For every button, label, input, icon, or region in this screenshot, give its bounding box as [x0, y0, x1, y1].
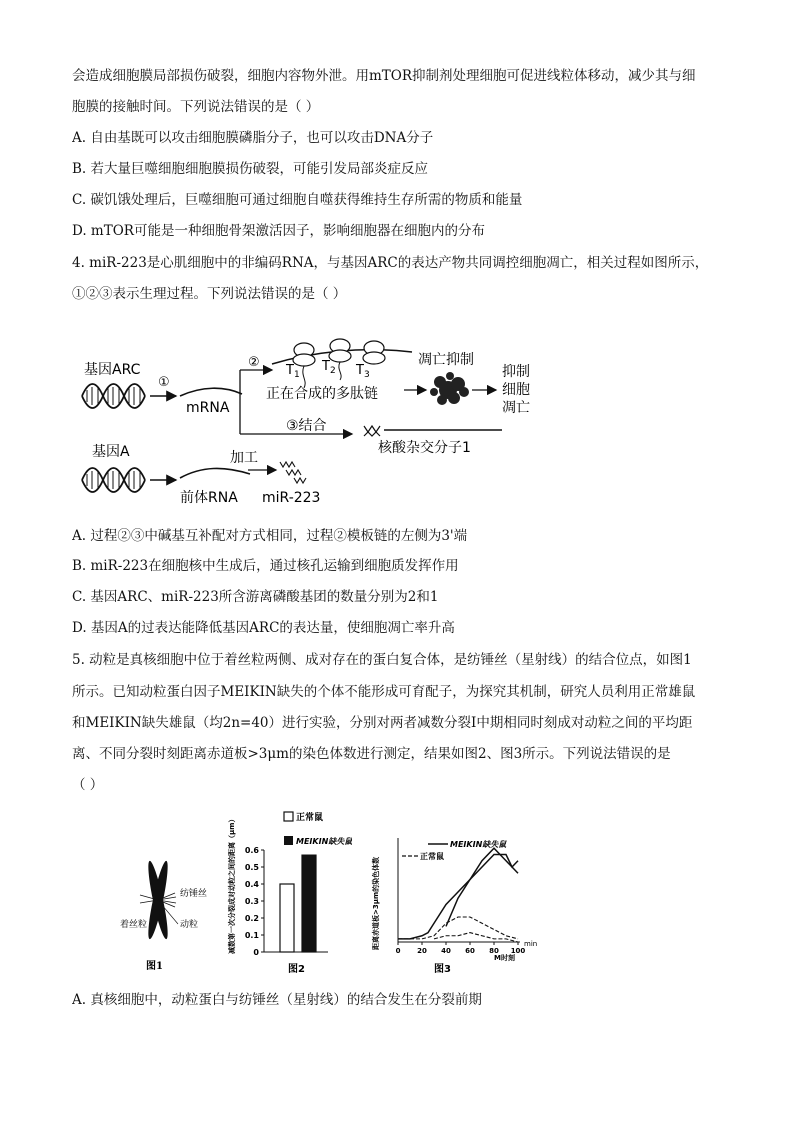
gene-arc-label: 基因ARC — [84, 362, 141, 378]
label-spindle-fiber: 纺锤丝 — [180, 889, 208, 899]
legend-mutant-swatch — [284, 836, 293, 845]
figure-1-caption: 图1 — [146, 961, 163, 972]
y-tick-label: 0.3 — [244, 897, 259, 906]
q5-stem-line-2: 所示。已知动粒蛋白因子MEIKIN缺失的个体不能形成可育配子，为探究其机制，研究人员利用正常雄鼠 — [72, 684, 696, 700]
x-tick-label: 100 — [510, 947, 526, 955]
normal-series-line-3 — [434, 933, 518, 942]
y-tick-label: 0.5 — [244, 863, 259, 872]
q5-stem-line-5: （ ） — [72, 777, 104, 793]
q4-stem-line-1: 4. miR-223是心肌细胞中的非编码RNA，与基因ARC的表达产物共同调控细胞凋亡，相关过程如图所示， — [72, 255, 709, 271]
x-tick-label: 20 — [417, 947, 427, 955]
mutant-series-line-1 — [446, 848, 518, 926]
y-tick-label: 0.1 — [244, 931, 259, 940]
hybrid-label: 核酸杂交分子1 — [378, 440, 471, 456]
q4-option-d: D. 基因A的过表达能降低基因ARC的表达量，使细胞凋亡率升高 — [72, 620, 455, 636]
gene-a-label: 基因A — [92, 444, 130, 460]
mir-223-label: miR-223 — [262, 490, 321, 506]
q3-option-b: B. 若大量巨噬细胞细胞膜损伤破裂，可能引发局部炎症反应 — [72, 161, 429, 177]
ribosome-t3-label: $T_3$ — [356, 363, 370, 380]
q3-option-a: A. 自由基既可以攻击细胞膜磷脂分子，也可以攻击DNA分子 — [72, 130, 434, 146]
x-tick-label: 80 — [489, 947, 499, 955]
legend-normal-label: 正常鼠 — [420, 852, 444, 861]
x-tick-label: 0 — [395, 947, 401, 955]
legend-normal-swatch — [284, 812, 293, 821]
x-tick-label: 40 — [441, 947, 451, 955]
q3-stem-line-1: 会造成细胞膜局部损伤破裂，细胞内容物外泄。用mTOR抑制剂处理细胞可促进线粒体移动，减少其与细 — [72, 68, 696, 84]
ribosome-t2-label: $T_2$ — [322, 359, 336, 376]
legend-normal-label: 正常鼠 — [296, 813, 324, 823]
figure-2-bar-chart — [222, 808, 352, 978]
result-apoptosis: 凋亡 — [502, 400, 530, 416]
figure-1-chromosome — [120, 845, 230, 975]
q5-stem-line-3: 和MEIKIN缺失雄鼠（均2n=40）进行实验，分别对两者减数分裂Ⅰ中期相同时刻成对动粒之间的平均距 — [72, 715, 693, 731]
q4-option-a: A. 过程②③中碱基互补配对方式相同，过程②模板链的左侧为3'端 — [72, 528, 468, 544]
bar-normal — [280, 884, 294, 952]
figure-2-caption: 图2 — [288, 964, 305, 975]
q3-option-d: D. mTOR可能是一种细胞骨架激活因子，影响细胞器在细胞内的分布 — [72, 223, 485, 239]
q5-stem-line-4: 离、不同分裂时刻距离赤道板>3μm的染色体数进行测定，结果如图2、图3所示。下列说法错误的是 — [72, 746, 671, 762]
step-3-label: ③结合 — [286, 418, 327, 434]
legend-mutant-label: MEIKIN缺失鼠 — [450, 840, 507, 849]
label-centromere: 着丝粒 — [120, 920, 148, 930]
polypeptide-label: 正在合成的多肽链 — [266, 386, 378, 402]
q5-stem-line-1: 5. 动粒是真核细胞中位于着丝粒两侧、成对存在的蛋白复合体，是纺锤丝（星射线）的结合位点，如图1 — [72, 652, 692, 668]
y-tick-label: 0.6 — [244, 846, 259, 855]
processing-label: 加工 — [230, 450, 258, 466]
x-tick-label: 60 — [465, 947, 475, 955]
precursor-rna-curve — [180, 468, 250, 478]
figure-3-ylabel: 距离赤道板>3μm的染色体数 — [372, 856, 380, 950]
figure-2-ylabel: 减数第一次分裂成对动粒之间的距离（μm） — [228, 815, 236, 954]
step-2-label: ② — [248, 355, 260, 370]
mir-223-molecule-icon — [280, 462, 306, 483]
legend-mutant-label: MEIKIN缺失鼠 — [296, 837, 352, 846]
gene-a-dna-helix-icon — [82, 468, 145, 492]
precursor-rna-label: 前体RNA — [180, 490, 238, 506]
label-kinetochore: 动粒 — [180, 920, 199, 930]
result-cell: 细胞 — [502, 382, 530, 398]
mrna-curve — [180, 388, 242, 396]
ribosome-t1-label: $T_1$ — [286, 363, 300, 380]
result-inhibit: 抑制 — [502, 364, 530, 380]
q3-option-c: C. 碳饥饿处理后，巨噬细胞可通过细胞自噬获得维持生存所需的物质和能量 — [72, 192, 523, 208]
protein-complex-icon — [430, 372, 469, 405]
mrna-label: mRNA — [186, 400, 230, 416]
gene-arc-dna-helix-icon — [82, 384, 145, 408]
q4-option-c: C. 基因ARC、miR-223所含游离磷酸基团的数量分别为2和1 — [72, 589, 439, 605]
figure-3-caption: 图3 — [434, 964, 451, 975]
y-tick-label: 0 — [253, 948, 259, 957]
hybrid-molecule-icon — [364, 426, 380, 436]
q4-stem-line-2: ①②③表示生理过程。下列说法错误的是（ ） — [72, 286, 347, 302]
q4-gene-expression-diagram — [72, 330, 532, 510]
step-1-label: ① — [158, 375, 170, 390]
q3-stem-line-2: 胞膜的接触时间。下列说法错误的是（ ） — [72, 99, 320, 115]
y-tick-label: 0.2 — [244, 914, 259, 923]
figure-3-x-unit: min — [524, 940, 538, 948]
y-tick-label: 0.4 — [244, 880, 259, 889]
apoptosis-inhibit-label: 凋亡抑制 — [418, 352, 474, 368]
q4-option-b: B. miR-223在细胞核中生成后，通过核孔运输到细胞质发挥作用 — [72, 558, 459, 574]
ribosome-icon — [293, 339, 385, 366]
figure-3-line-chart — [368, 830, 548, 978]
bar-mutant — [302, 855, 316, 952]
mutant-series-line-0 — [398, 855, 518, 939]
figure-3-xlabel: M时刻 — [494, 954, 515, 962]
q5-option-a: A. 真核细胞中，动粒蛋白与纺锤丝（星射线）的结合发生在分裂前期 — [72, 992, 482, 1008]
